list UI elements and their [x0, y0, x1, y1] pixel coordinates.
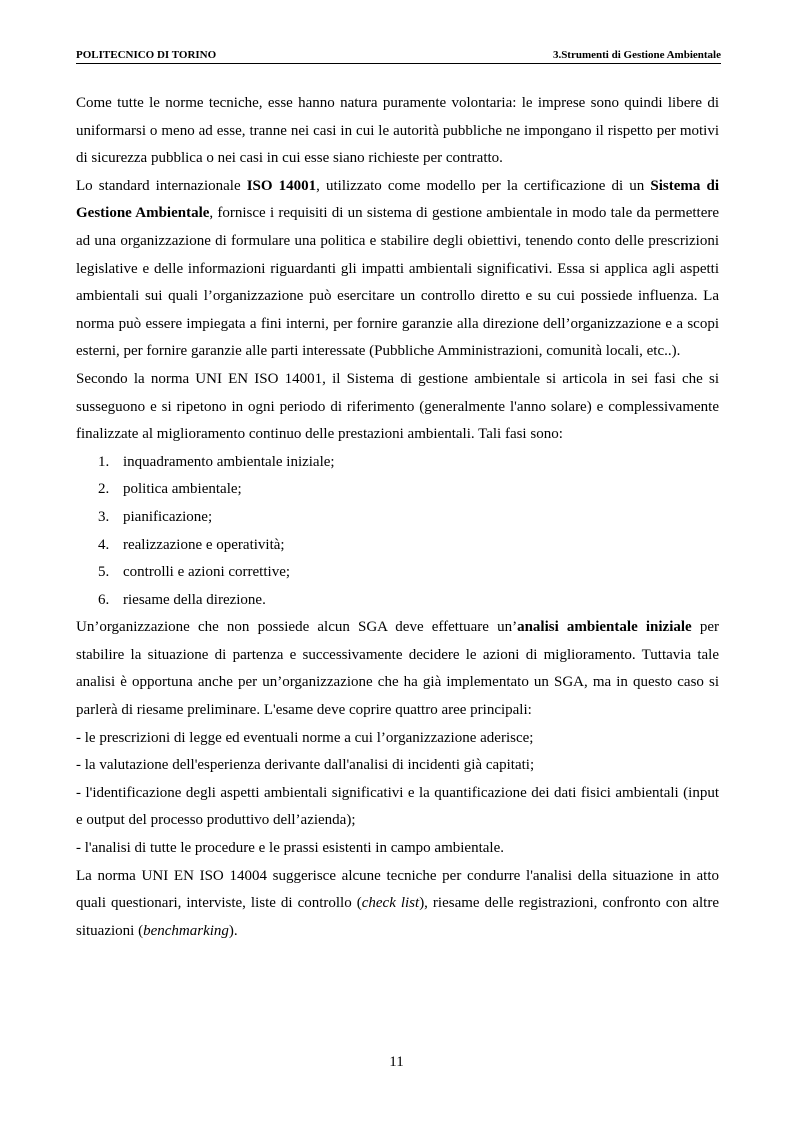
paragraph-voluntary-norms: Come tutte le norme tecniche, esse hanno natura puramente volontaria: le imprese sono quindi libere di uniformarsi o meno ad esse, tranne nei casi in cui le autorità pubbliche ne impongano il rispetto per motivi di sicurezza pubblica o nei casi in cui esse siano richieste per contratto. — [76, 95, 719, 167]
dash-list-item: - le prescrizioni di legge ed eventuali norme a cui l’organizzazione aderisce; — [76, 729, 534, 746]
document-body — [76, 90, 719, 945]
list-item-text: riesame della direzione. — [123, 591, 266, 608]
text-run: , utilizzato come modello per la certificazione di un — [316, 177, 651, 194]
list-item — [98, 532, 719, 560]
list-item-text: inquadramento ambientale iniziale; — [123, 453, 335, 470]
text-run: ). — [228, 922, 238, 939]
text-run: per stabilire la situazione di partenza e successivamente decidere le azioni di miglioramento. Tuttavia tale analisi è opportuna anche per un’organizzazione che ha già implementato un SGA, ma in questo caso si parlerà di riesame preliminare. L'esame deve coprire quattro aree principali: — [76, 619, 719, 719]
text-run: ), riesame delle registrazioni, confronto con altre situazioni ( — [76, 895, 719, 939]
italic-term-check-list: check list — [361, 895, 420, 912]
list-item-text: controlli e azioni correttive; — [123, 564, 291, 581]
list-number: 2. — [98, 481, 110, 498]
list-number: 6. — [98, 591, 110, 608]
list-item — [98, 449, 719, 477]
list-item-text: politica ambientale; — [123, 481, 242, 498]
phases-list — [76, 449, 719, 615]
list-item-text: pianificazione; — [123, 508, 213, 525]
text-run: La norma UNI EN ISO 14004 suggerisce alcune tecniche per condurre l'analisi della situazione in atto quali questionari, interviste, liste di controllo ( — [76, 867, 719, 912]
list-item — [98, 476, 719, 504]
bold-term-analysis: analisi ambientale iniziale — [517, 619, 692, 636]
header-institution: POLITECNICO DI TORINO — [76, 49, 217, 61]
list-number: 5. — [98, 564, 110, 581]
text-run: Un’organizzazione che non possiede alcun SGA deve effettuare un’ — [76, 619, 518, 636]
paragraph-iso-14004 — [76, 863, 719, 946]
paragraph-initial-analysis — [76, 614, 719, 724]
paragraph-iso-14001 — [76, 173, 719, 366]
dash-list-item: - l'identificazione degli aspetti ambientali significativi e la quantificazione dei dati fisici ambientali (input e output del processo produttivo dell’azienda); — [76, 784, 719, 829]
list-item — [98, 587, 719, 615]
text-run: , fornisce i requisiti di un sistema di gestione ambientale in modo tale da permettere ad una organizzazione di formulare una politica e stabilire degli obiettivi, tenendo conto delle prescrizioni legislative e delle informazioni riguardanti gli impatti ambientali significativi. Essa si applica agli aspetti ambientali sui quali l’organizzazione può esercitare un controllo diretto e su cui possiede influenza. La norma può essere impiegata a fini interni, per fornire garanzie alla direzione dell’organizzazione e a scopi esterni, per fornire garanzie alle parti interessate (Pubbliche Amministrazioni, comunità locali, etc..). — [76, 205, 720, 360]
bold-term-iso: ISO 14001 — [246, 177, 317, 194]
bold-term-sga: Sistema di Gestione Ambientale — [76, 177, 719, 222]
paragraph-six-phases: Secondo la norma UNI EN ISO 14001, il Sistema di gestione ambientale si articola in sei fasi che si susseguono e si ripetono in ogni periodo di riferimento (generalmente l'anno solare) e complessivamente finalizzate al miglioramento continuo delle prestazioni ambientali. Tali fasi sono: — [76, 370, 719, 443]
list-number: 3. — [98, 508, 110, 525]
list-item — [98, 504, 719, 532]
list-item-text: realizzazione e operatività; — [123, 536, 285, 553]
italic-term-benchmarking: benchmarking — [143, 922, 229, 939]
text-run: Lo standard internazionale — [76, 177, 247, 194]
header-chapter: 3.Strumenti di Gestione Ambientale — [552, 49, 721, 61]
page-header — [76, 48, 721, 64]
list-number: 1. — [98, 453, 110, 470]
dash-list-item: - la valutazione dell'esperienza derivante dall'analisi di incidenti già capitati; — [76, 757, 535, 774]
dash-list-item: - l'analisi di tutte le procedure e le prassi esistenti in campo ambientale. — [76, 840, 504, 857]
page-number: 11 — [389, 1054, 404, 1070]
list-item — [98, 559, 719, 587]
list-number: 4. — [98, 536, 110, 553]
